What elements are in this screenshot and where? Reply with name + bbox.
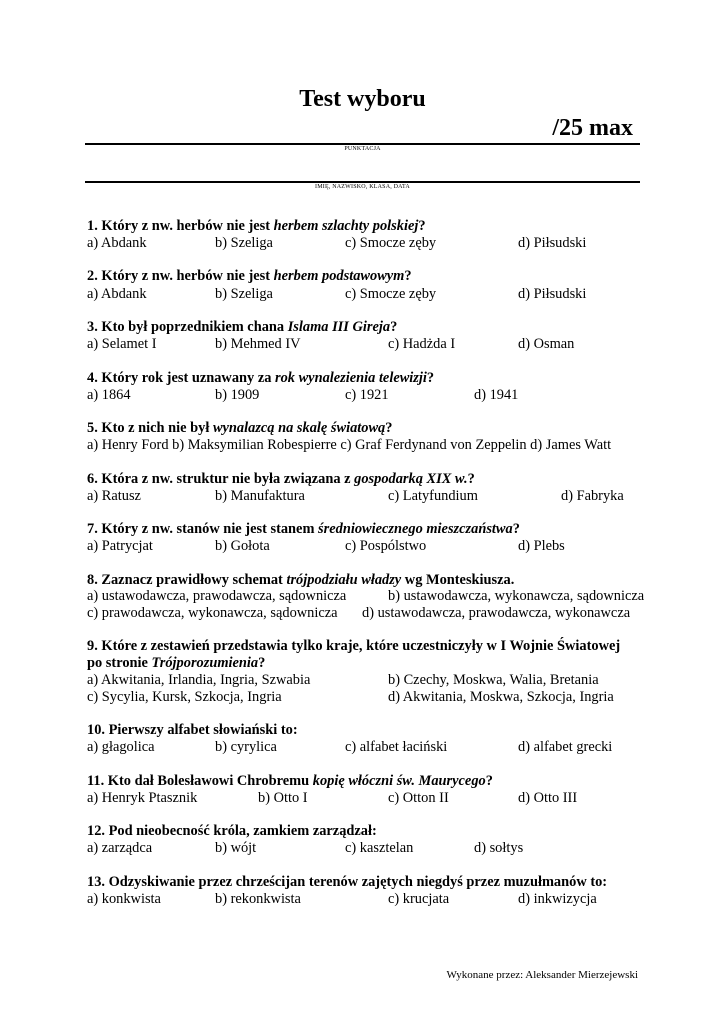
q4-option-c: c) 1921 <box>345 387 389 403</box>
q11-option-a: a) Henryk Ptasznik <box>87 790 198 806</box>
score-line <box>85 143 640 145</box>
q10-option-b: b) cyrylica <box>215 739 277 755</box>
q8-option-d: d) ustawodawcza, prawodawcza, wykonawcza <box>362 605 631 621</box>
q9-option-d: d) Akwitania, Moskwa, Szkocja, Ingria <box>388 689 614 705</box>
q1-option-d: d) Piłsudski <box>518 235 587 251</box>
q7-option-d: d) Plebs <box>518 538 565 554</box>
question-1: 1. Który z nw. herbów nie jest herbem szlachty polskiej? <box>87 218 426 234</box>
q11-option-d: d) Otto III <box>518 790 578 806</box>
q12-option-d: d) sołtys <box>474 840 524 856</box>
q7-option-a: a) Patrycjat <box>87 538 153 554</box>
question-3: 3. Kto był poprzednikiem chana Islama III Gireja? <box>87 319 398 335</box>
q6-option-c: c) Latyfundium <box>388 488 478 504</box>
name-line <box>85 181 640 183</box>
max-score: /25 max <box>552 115 633 141</box>
q9-option-a: a) Akwitania, Irlandia, Ingria, Szwabia <box>87 672 311 688</box>
q10-option-d: d) alfabet grecki <box>518 739 613 755</box>
q11-option-c: c) Otton II <box>388 790 449 806</box>
q7-option-c: c) Pospólstwo <box>345 538 427 554</box>
q3-option-a: a) Selamet I <box>87 336 157 352</box>
q3-option-b: b) Mehmed IV <box>215 336 301 352</box>
question-13: 13. Odzyskiwanie przez chrześcijan terenów zajętych niegdyś przez muzułmanów to: <box>87 874 608 890</box>
question-7: 7. Który z nw. stanów nie jest stanem średniowiecznego mieszczaństwa? <box>87 521 520 537</box>
q9-option-c: c) Sycylia, Kursk, Szkocja, Ingria <box>87 689 282 705</box>
q4-option-d: d) 1941 <box>474 387 519 403</box>
q6-option-b: b) Manufaktura <box>215 488 305 504</box>
q8-option-c: c) prawodawcza, wykonawcza, sądownicza <box>87 605 338 621</box>
q13-option-a: a) konkwista <box>87 891 161 907</box>
q4-option-b: b) 1909 <box>215 387 260 403</box>
q3-option-c: c) Hadżda I <box>388 336 456 352</box>
name-caption: IMIĘ, NAZWISKO, KLASA, DATA <box>315 184 410 190</box>
question-11: 11. Kto dał Bolesławowi Chrobremu kopię włóczni św. Maurycego? <box>87 773 493 789</box>
q7-option-b: b) Gołota <box>215 538 270 554</box>
q13-option-b: b) rekonkwista <box>215 891 301 907</box>
q12-option-a: a) zarządca <box>87 840 153 856</box>
q6-option-d: d) Fabryka <box>561 488 624 504</box>
q13-option-c: c) krucjata <box>388 891 450 907</box>
question-8: 8. Zaznacz prawidłowy schemat trójpodziału władzy wg Monteskiusza. <box>87 572 515 588</box>
q3-option-d: d) Osman <box>518 336 575 352</box>
test-title: Test wyboru <box>299 86 426 112</box>
q4-option-a: a) 1864 <box>87 387 131 403</box>
author-credit: Wykonane przez: Aleksander Mierzejewski <box>446 969 638 981</box>
question-12: 12. Pod nieobecność króla, zamkiem zarządzał: <box>87 823 377 839</box>
question-5: 5. Kto z nich nie był wynalazcą na skalę światową? <box>87 420 393 436</box>
question-10: 10. Pierwszy alfabet słowiański to: <box>87 722 298 738</box>
q10-option-a: a) głagolica <box>87 739 155 755</box>
q13-option-d: d) inkwizycja <box>518 891 597 907</box>
q8-option-a: a) ustawodawcza, prawodawcza, sądownicza <box>87 588 347 604</box>
q9-option-b: b) Czechy, Moskwa, Walia, Bretania <box>388 672 599 688</box>
q5-options: a) Henry Ford b) Maksymilian Robespierre c) Graf Ferdynand von Zeppelin d) James Watt <box>87 437 612 453</box>
q1-option-b: b) Szeliga <box>215 235 273 251</box>
q2-option-a: a) Abdank <box>87 286 147 302</box>
q12-option-b: b) wójt <box>215 840 257 856</box>
question-9-line-1: 9. Które z zestawień przedstawia tylko kraje, które uczestniczyły w I Wojnie Światowej <box>87 638 621 654</box>
q1-option-c: c) Smocze zęby <box>345 235 437 251</box>
q1-option-a: a) Abdank <box>87 235 147 251</box>
q10-option-c: c) alfabet łaciński <box>345 739 448 755</box>
question-6: 6. Która z nw. struktur nie była związana z gospodarką XIX w.? <box>87 471 475 487</box>
q11-option-b: b) Otto I <box>258 790 308 806</box>
q2-option-c: c) Smocze zęby <box>345 286 437 302</box>
q12-option-c: c) kasztelan <box>345 840 414 856</box>
q2-option-d: d) Piłsudski <box>518 286 587 302</box>
question-9-line-2: po stronie Trójporozumienia? <box>87 655 266 671</box>
question-2: 2. Który z nw. herbów nie jest herbem podstawowym? <box>87 268 412 284</box>
question-4: 4. Który rok jest uznawany za rok wynalezienia telewizji? <box>87 370 435 386</box>
q6-option-a: a) Ratusz <box>87 488 141 504</box>
score-caption: PUNKTACJA <box>344 146 381 152</box>
q2-option-b: b) Szeliga <box>215 286 273 302</box>
q8-option-b: b) ustawodawcza, wykonawcza, sądownicza <box>388 588 645 604</box>
